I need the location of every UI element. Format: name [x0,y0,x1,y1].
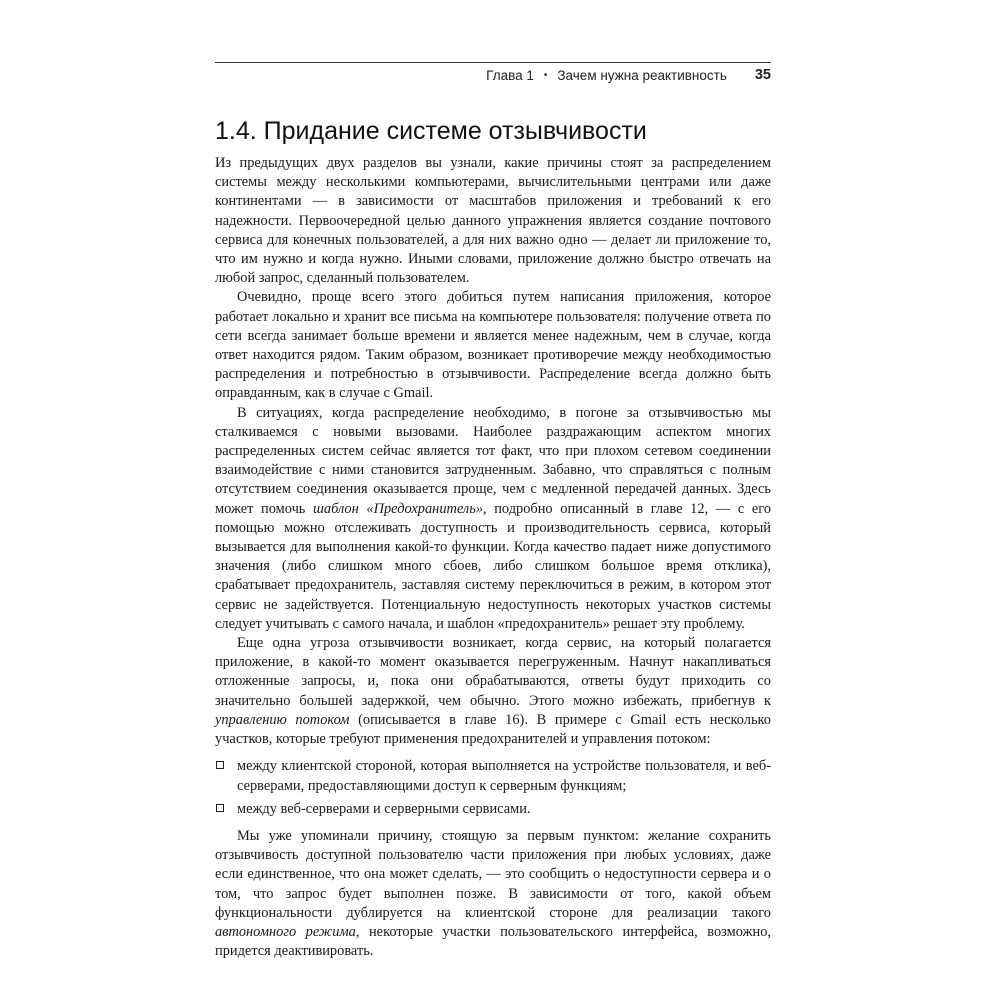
list-item [215,757,771,795]
running-head [486,66,771,84]
paragraph-3-text-b: , подробно описанный в главе 12, — с его помощью можно отслеживать доступность и производительность сервиса, который вызывается для выполнения какой-то функции. Когда качество падает ниже допустимого значения (либо слишком много сбоев, либо слишком большое время отклика), срабатывает предохранитель, заставляя систему переключиться в режим, в котором этот сервис не задействуется. Потенциальную недоступность некоторых участков системы следует учитывать с самого начала, и шаблон «предохранитель» решает эту проблему. [215,500,772,632]
chapter-label: Глава 1 [486,67,534,83]
paragraph-5-text-a: Мы уже упоминали причину, стоящую за первым пунктом: желание сохранить отзывчивость доступной пользователю части приложения при любых условиях, даже если единственное, что она может сделать, — это сообщить о недоступности сервера и о том, что запрос будет выполнен позже. В зависимости от того, какой объем функциональности дублируется на клиентской стороне для реализации такого [215,827,771,921]
paragraph-4-text-a: Еще одна угроза отзывчивости возникает, когда сервис, на который полагается приложение, в какой-то момент оказывается перегруженным. Начнут накапливаться отложенные запросы, и, пока они обрабатываются, ответы будут приходить со значительно большей задержкой, чем обычно. Этого можно избежать, прибегнув к [215,635,771,709]
bullet-list [215,757,771,819]
checkbox-icon [216,804,224,812]
paragraph-1: Из предыдущих двух разделов вы узнали, какие причины стоят за распределением системы между несколькими компьютерами, вычислительными центрами или даже континентами — в зависимости от масштабов приложения и требований к его надежности. Первоочередной целью данного упражнения является создание почтового сервиса для конечных пользователей, а для них важно одно — делает ли приложение то, что им нужно и когда нужно. Иными словами, приложение должно быстро отвечать на любой запрос, сделанный пользователем. [215,155,771,287]
flow-control-term: управлению потоком [215,711,350,728]
paragraph-2: Очевидно, проще всего этого добиться путем написания приложения, которое работает локально и хранит все письма на компьютере пользователя: получение ответа по сети всегда занимает больше времени и является менее надежным, чем в случае, когда ответ находится рядом. Таким образом, возникает противоречие между необходимостью распределения и потребностью в отзывчивости. Распределение всегда должно быть оправданным, как в случае с Gmail. [215,289,771,402]
book-page [215,0,771,1000]
paragraph-5 [215,827,771,961]
chapter-title: Зачем нужна реактивность [557,67,727,83]
circuit-breaker-term: шаблон «Предохранитель» [313,500,483,517]
paragraph-3-text-a: В ситуациях, когда распределение необходимо, в погоне за отзывчивостью мы сталкиваемся с новыми вызовами. Наиболее раздражающим аспектом многих распределенных систем сейчас является тот факт, что при плохом сетевом соединении взаимодействие с ними становится затрудненным. Забавно, что справляться с полным отсутствием соединения оказывается проще, чем с медленной передачей данных. Здесь может помочь [215,404,771,517]
list-item-text: между клиентской стороной, которая выполняется на устройстве пользователя, и веб-серверами, предоставляющими доступ к серверным функциям; [237,758,771,794]
offline-mode-term: автономного режима [215,923,356,940]
paragraph-4 [215,634,771,749]
paragraph-5-text-b: , некоторые участки пользовательского интерфейса, возможно, придется деактивировать. [215,923,771,960]
checkbox-icon [216,761,224,769]
list-item-text: между веб-серверами и серверными сервисами. [237,800,531,817]
body-text [215,154,771,961]
header-rule [215,62,771,63]
paragraph-4-text-b: (описывается в главе 16). В примере с Gmail есть несколько участков, которые требуют применения предохранителей и управления потоком: [215,711,772,748]
page-number: 35 [754,67,771,83]
paragraph-3 [215,404,771,634]
list-item [215,800,771,819]
section-title: 1.4. Придание системе отзывчивости [215,117,647,145]
header-bullet: • [543,69,548,81]
